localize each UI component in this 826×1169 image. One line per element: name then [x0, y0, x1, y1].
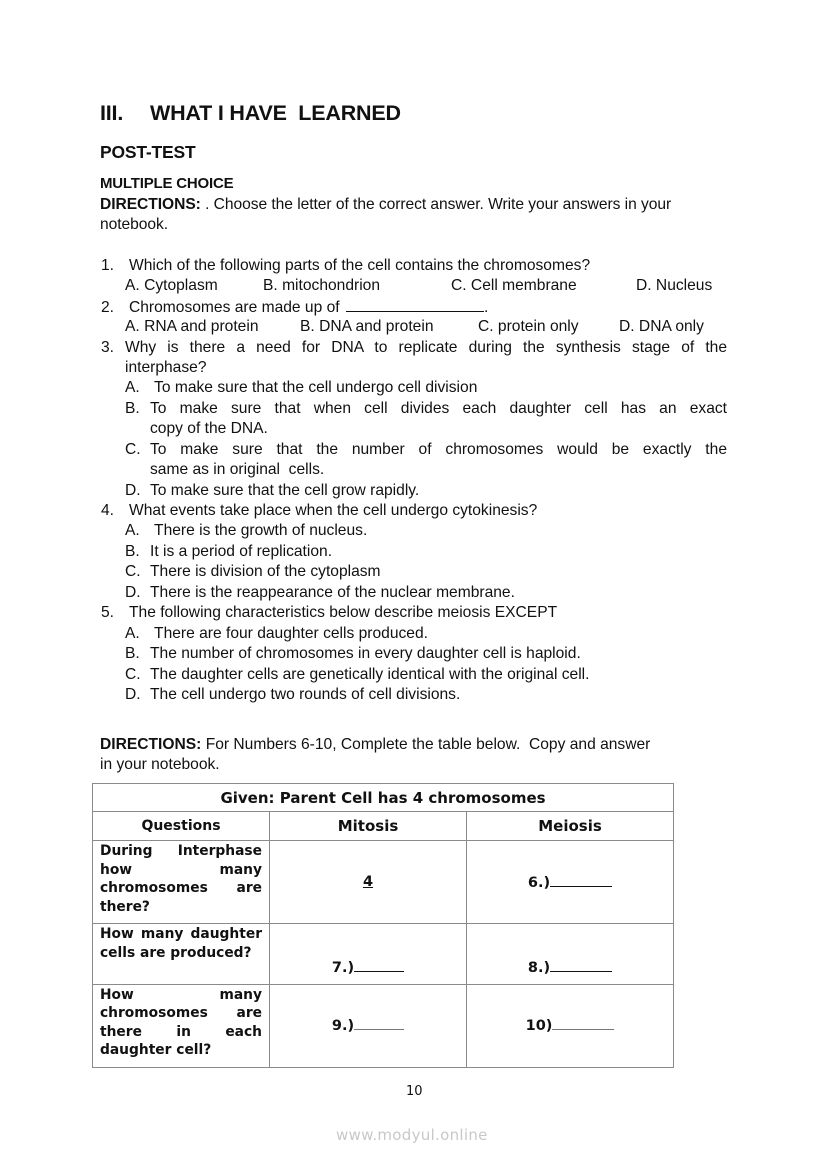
option-text: To make sure that the cell undergo cell division [150, 379, 478, 396]
watermark: www.modyul.online [336, 1126, 488, 1144]
option-letter: C. [125, 563, 141, 580]
chromosome-table [92, 783, 674, 1068]
question-3-stem-line1 [101, 338, 727, 358]
option-text: To make sure that the cell grow rapidly. [150, 482, 420, 499]
question-text-end: . [483, 299, 489, 316]
answer-blank[interactable] [550, 959, 612, 972]
option-letter: D. [125, 584, 141, 601]
option-b: B. DNA and protein [300, 318, 434, 335]
answer-blank [346, 297, 484, 312]
option-a: A. Cytoplasm [125, 277, 218, 294]
option-b [125, 399, 727, 419]
question-number: 3. [101, 339, 115, 356]
question-number: 2. [101, 299, 115, 316]
option-b-line2: copy of the DNA. [150, 420, 268, 437]
directions-label: DIRECTIONS: [100, 196, 201, 213]
section-number: III. [100, 101, 124, 125]
mitosis-answer [270, 924, 467, 984]
option-d [125, 583, 515, 603]
item-number: 8.) [527, 959, 551, 976]
question-number: 1. [101, 257, 115, 274]
option-b [125, 542, 332, 562]
question-5-stem [101, 603, 557, 623]
directions-part1 [100, 195, 740, 236]
option-d: D. DNA only [619, 318, 704, 335]
answer-blank[interactable] [354, 1017, 404, 1030]
option-letter: C. [125, 441, 141, 458]
option-a: A. RNA and protein [125, 318, 259, 335]
directions-label: DIRECTIONS: [100, 736, 202, 753]
directions-part2-line1 [100, 735, 650, 755]
question-text: Why is there a need for DNA to replicate during the synthesis stage of the [125, 339, 727, 356]
option-c [125, 665, 589, 685]
option-b [125, 644, 581, 664]
table-row [93, 841, 674, 924]
option-text: To make sure that the number of chromosomes would be exactly the [150, 441, 727, 458]
meiosis-answer [467, 924, 674, 984]
option-text: There is the growth of nucleus. [150, 522, 368, 539]
row-question: During Interphase how many chromosomes are there? [93, 841, 270, 924]
question-number: 4. [101, 502, 115, 519]
option-text: There are four daughter cells produced. [150, 625, 428, 642]
option-text: There is division of the cytoplasm [150, 563, 381, 580]
answer-blank[interactable] [354, 959, 404, 972]
option-letter: A. [125, 379, 140, 396]
question-text: The following characteristics below describe meiosis EXCEPT [129, 604, 558, 621]
option-c: C. Cell membrane [451, 277, 577, 294]
given-value: 4 [362, 874, 374, 891]
multiple-choice-heading: MULTIPLE CHOICE [100, 175, 234, 192]
question-text: Chromosomes are made up of [129, 299, 340, 316]
directions-part2-line2: in your notebook. [100, 756, 220, 773]
item-number: 7.) [331, 959, 355, 976]
question-2-stem [101, 297, 488, 318]
option-d [125, 481, 419, 501]
question-3-stem-line2: interphase? [125, 359, 207, 376]
option-c [125, 440, 727, 460]
question-4-stem [101, 501, 537, 521]
mitosis-answer [270, 984, 467, 1067]
table-header-row [93, 812, 674, 841]
row-question: How many chromosomes are there in each daughter cell? [93, 984, 270, 1067]
header-questions: Questions [93, 812, 270, 841]
page-number: 10 [406, 1084, 423, 1099]
option-text: There is the reappearance of the nuclear membrane. [150, 584, 515, 601]
question-1-stem [101, 256, 590, 276]
header-mitosis: Mitosis [270, 812, 467, 841]
option-letter: C. [125, 666, 141, 683]
option-d: D. Nucleus [636, 277, 713, 294]
option-text: It is a period of replication. [150, 543, 333, 560]
option-letter: A. [125, 522, 140, 539]
answer-blank[interactable] [550, 874, 612, 887]
option-text: The number of chromosomes in every daughter cell is haploid. [150, 645, 581, 662]
option-text: To make sure that when cell divides each daughter cell has an exact [150, 400, 727, 417]
section-heading [100, 101, 401, 126]
option-c: C. protein only [478, 318, 579, 335]
option-letter: D. [125, 482, 141, 499]
answer-blank[interactable] [552, 1017, 614, 1030]
table-given: Given: Parent Cell has 4 chromosomes [93, 784, 674, 812]
question-text: What events take place when the cell undergo cytokinesis? [129, 502, 538, 519]
option-letter: B. [125, 400, 140, 417]
item-number: 6.) [527, 874, 551, 891]
option-text: The cell undergo two rounds of cell divisions. [150, 686, 461, 703]
row-question: How many daughter cells are produced? [93, 924, 270, 984]
option-letter: A. [125, 625, 140, 642]
option-c-line2: same as in original cells. [150, 461, 325, 478]
post-test-heading: POST-TEST [100, 142, 196, 162]
table-given-row [93, 784, 674, 812]
option-a [125, 521, 367, 541]
option-letter: B. [125, 543, 140, 560]
option-letter: D. [125, 686, 141, 703]
item-number: 9.) [331, 1018, 355, 1035]
header-meiosis: Meiosis [467, 812, 674, 841]
option-b: B. mitochondrion [263, 277, 381, 294]
question-number: 5. [101, 604, 115, 621]
table-row [93, 984, 674, 1067]
option-d [125, 685, 460, 705]
question-text: Which of the following parts of the cell contains the chromosomes? [129, 257, 591, 274]
table-row [93, 924, 674, 984]
option-a [125, 624, 428, 644]
meiosis-answer [467, 984, 674, 1067]
option-text: The daughter cells are genetically identical with the original cell. [150, 666, 590, 683]
option-letter: B. [125, 645, 140, 662]
section-title: WHAT I HAVE LEARNED [150, 101, 401, 125]
directions-text: . Choose the letter of the correct answer. Write your answers in your notebook. [100, 196, 672, 234]
option-c [125, 562, 381, 582]
directions-text: For Numbers 6-10, Complete the table below. Copy and answer [201, 736, 651, 753]
option-a [125, 378, 477, 398]
mitosis-answer [270, 841, 467, 924]
item-number: 10) [525, 1018, 553, 1035]
meiosis-answer [467, 841, 674, 924]
